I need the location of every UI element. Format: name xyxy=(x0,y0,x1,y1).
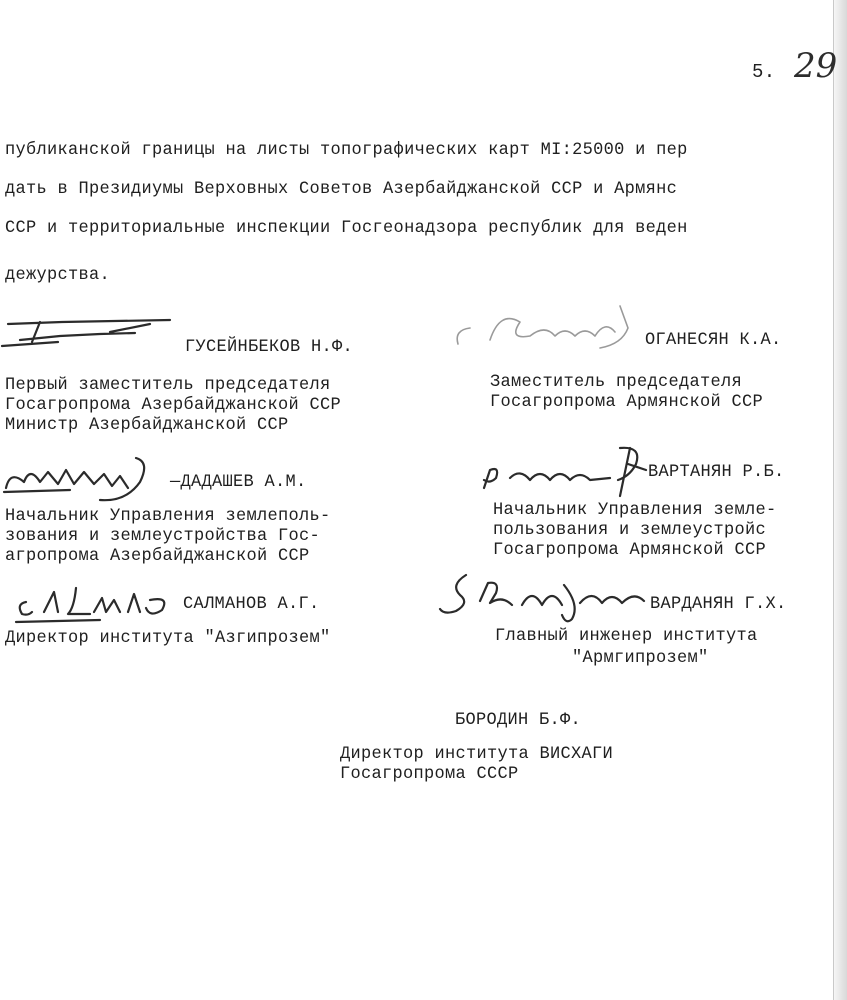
handwritten-page-number: 29 xyxy=(794,46,838,86)
signatory-title-vartanyan-3: Госагропрома Армянской ССР xyxy=(493,540,767,561)
signatory-title-oganesyan-1: Заместитель председателя xyxy=(490,372,743,393)
page-edge-shadow xyxy=(834,0,847,1000)
signatory-name-vardanyan: ВАРДАНЯН Г.Х. xyxy=(650,594,787,615)
signatory-title-dadashev-3: агропрома Азербайджанской ССР xyxy=(5,546,310,567)
signatory-name-dadashev: —ДАДАШЕВ А.М. xyxy=(170,472,307,493)
signature-guseynbekov xyxy=(0,312,190,362)
signatory-title-guseynbekov-2: Госагропрома Азербайджанской ССР xyxy=(5,395,342,416)
body-line-3: ССР и территориальные инспекции Госгеонадзора республик для веден xyxy=(5,218,688,239)
body-line-2: дать в Президиумы Верховных Советов Азербайджанской ССР и Армянс xyxy=(5,179,678,200)
signatory-title-dadashev-2: зования и землеустройства Гос- xyxy=(5,526,321,547)
signatory-title-vartanyan-2: пользования и землеустройс xyxy=(493,520,767,541)
signatory-title-guseynbekov-3: Министр Азербайджанской ССР xyxy=(5,415,289,436)
signatory-name-guseynbekov: ГУСЕЙНБЕКОВ Н.Ф. xyxy=(185,337,354,358)
page-number: 5. xyxy=(752,60,776,84)
signature-vardanyan xyxy=(430,565,655,625)
signatory-title-oganesyan-2: Госагропрома Армянской ССР xyxy=(490,392,764,413)
signatory-name-oganesyan: ОГАНЕСЯН К.А. xyxy=(645,330,782,351)
signatory-title-salmanov-1: Директор института "Азгипрозем" xyxy=(5,628,331,649)
signature-dadashev xyxy=(0,452,170,507)
signatory-name-vartanyan: ВАРТАНЯН Р.Б. xyxy=(648,462,785,483)
signatory-title-borodin-2: Госагропрома СССР xyxy=(340,764,519,785)
signatory-title-vardanyan-2: "Армгипрозем" xyxy=(572,648,709,669)
signatory-title-vardanyan-1: Главный инженер института xyxy=(495,626,758,647)
signature-salmanov xyxy=(10,578,185,628)
body-line-1: публиканской границы на листы топографических карт МI:25000 и пер xyxy=(5,140,688,161)
signature-vartanyan xyxy=(470,440,660,500)
signatory-name-borodin: БОРОДИН Б.Ф. xyxy=(455,710,582,731)
signatory-title-borodin-1: Директор института ВИСХАГИ xyxy=(340,744,614,765)
signatory-title-vartanyan-1: Начальник Управления земле- xyxy=(493,500,777,521)
signatory-title-guseynbekov-1: Первый заместитель председателя xyxy=(5,375,331,396)
body-line-4: дежурства. xyxy=(5,265,111,286)
signature-oganesyan xyxy=(450,300,640,360)
signatory-title-dadashev-1: Начальник Управления землеполь- xyxy=(5,506,331,527)
signatory-name-salmanov: САЛМАНОВ А.Г. xyxy=(183,594,320,615)
